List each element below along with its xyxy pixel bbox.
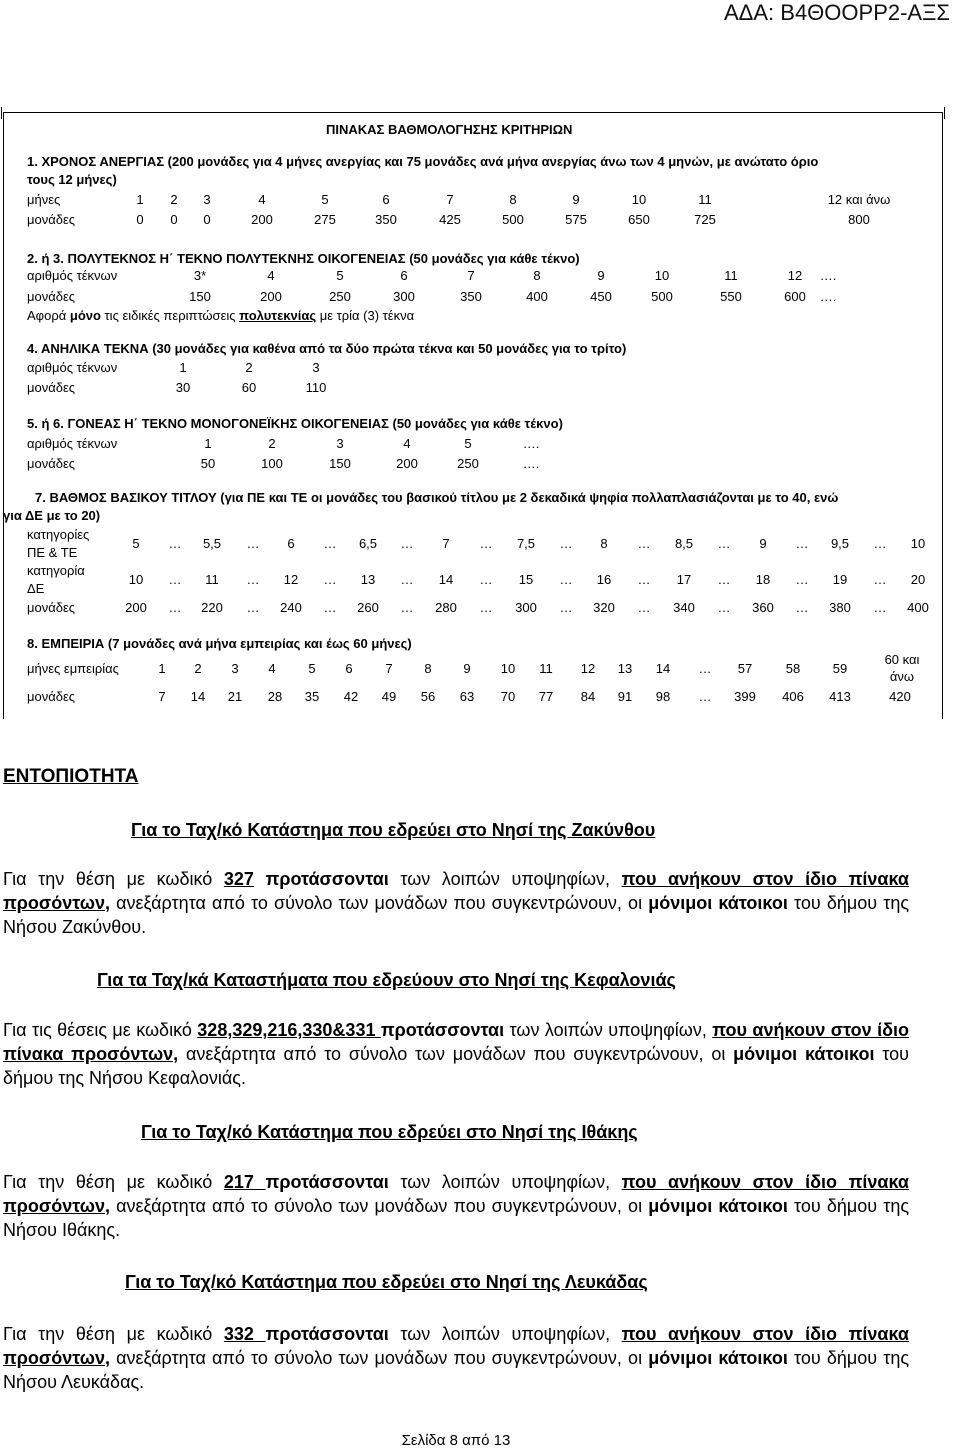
s8-months-label: μήνες εμπειρίας bbox=[27, 661, 119, 676]
s56-points-cell: 250 bbox=[457, 456, 479, 471]
s7-points-cell: … bbox=[873, 600, 887, 615]
s7-heading: 7. ΒΑΘΜΟΣ ΒΑΣΙΚΟΥ ΤΙΤΛΟΥ (για ΠΕ και ΤΕ οι μονάδες του βασικού τίτλου με 2 δεκαδικά ψηφία πολλαπλασιάζονται με το 40, ενώ bbox=[35, 490, 839, 505]
ada-code: ΑΔΑ: Β4ΘΟΟΡΡ2-ΑΞΣ bbox=[724, 0, 950, 25]
s7-pe-te-cell: 7,5 bbox=[516, 536, 536, 551]
s23-points-cell: 400 bbox=[526, 289, 548, 304]
s7-points-cell: 360 bbox=[752, 600, 774, 615]
s7-points-cell: 380 bbox=[829, 600, 851, 615]
s56-points-cell: 150 bbox=[329, 456, 351, 471]
s8-months-cell: 2 bbox=[194, 661, 202, 676]
s7-pe-te-label: κατηγορίες bbox=[27, 527, 90, 542]
s7-points-cell: … bbox=[637, 600, 651, 615]
s23-points-cell: 550 bbox=[720, 289, 742, 304]
s8-months-cell: 58 bbox=[785, 661, 801, 676]
s7-points-cell: 320 bbox=[593, 600, 615, 615]
s56-children-cell: …. bbox=[522, 436, 540, 451]
s23-points-cell: 150 bbox=[189, 289, 211, 304]
zakynthos-heading: Για το Ταχ/κό Κατάστημα που εδρεύει στο Νησί της Ζακύνθου bbox=[131, 820, 656, 840]
s8-points-cell: 14 bbox=[190, 689, 206, 704]
s7-pe-te-cell: … bbox=[479, 536, 493, 551]
s8-points-cell: 28 bbox=[267, 689, 283, 704]
s56-points-cell: 200 bbox=[396, 456, 418, 471]
s23-heading: 2. ή 3. ΠΟΛΥΤΕΚΝΟΣ Η΄ ΤΕΚΝΟ ΠΟΛΥΤΕΚΝΗΣ ΟΙΚΟΓΕΝΕΙΑΣ (50 μονάδες για κάθε τέκνο) bbox=[27, 251, 580, 266]
s7-points-cell: 300 bbox=[515, 600, 537, 615]
s1-months-cell: 2 bbox=[170, 192, 178, 207]
s23-points-cell: 450 bbox=[590, 289, 612, 304]
s7-pe-te-cell: 5,5 bbox=[202, 536, 222, 551]
s56-children-cell: 1 bbox=[204, 436, 212, 451]
s8-points-cell: 35 bbox=[304, 689, 320, 704]
s7-pe-te-cell: 5 bbox=[132, 536, 140, 551]
s23-children-cell: 3* bbox=[193, 268, 207, 283]
s7-de-cell: 19 bbox=[832, 572, 848, 587]
s8-points-cell: … bbox=[698, 689, 712, 704]
box-corner-mark bbox=[3, 709, 4, 719]
s1-months-cell: 10 bbox=[631, 192, 647, 207]
box-corner-mark bbox=[944, 107, 945, 119]
s7-pe-te-cell: 8 bbox=[600, 536, 608, 551]
s8-points-cell: 7 bbox=[158, 689, 166, 704]
s23-children-cell: 4 bbox=[267, 268, 275, 283]
s23-children-cell: 7 bbox=[467, 268, 475, 283]
s7-heading-cont: για ΔΕ με το 20) bbox=[3, 508, 101, 523]
s1-months-cell: 4 bbox=[258, 192, 266, 207]
s23-children-cell: 5 bbox=[336, 268, 344, 283]
s7-points-cell: … bbox=[479, 600, 493, 615]
s23-points-cell: 500 bbox=[651, 289, 673, 304]
s7-de-cell: 13 bbox=[360, 572, 376, 587]
table-title: ΠΙΝΑΚΑΣ ΒΑΘΜΟΛΟΓΗΣΗΣ ΚΡΙΤΗΡΙΩΝ bbox=[326, 122, 573, 137]
s1-months-cell: 6 bbox=[382, 192, 390, 207]
s23-points-cell: 600 bbox=[784, 289, 806, 304]
kefalonia-heading: Για τα Ταχ/κά Καταστήματα που εδρεύουν στο Νησί της Κεφαλονιάς bbox=[97, 970, 676, 990]
s4-points-label: μονάδες bbox=[27, 380, 76, 395]
s7-points-cell: 240 bbox=[280, 600, 302, 615]
s56-children-cell: 4 bbox=[403, 436, 411, 451]
s7-de-cell: … bbox=[717, 572, 731, 587]
s8-months-cell: 6 bbox=[345, 661, 353, 676]
ithaca-paragraph: Για την θέση με κωδικό 217 προτάσσονται των λοιπών υποψηφίων, που ανήκουν στον ίδιο πίνακα προσόντων, ανεξάρτητα από το σύνολο των μονάδων που συγκεντρώνουν, οι μόνιμοι κάτοικοι του δήμου της Νήσου Ιθάκης. bbox=[3, 1172, 910, 1240]
s8-months-cell: 57 bbox=[737, 661, 753, 676]
s56-heading: 5. ή 6. ΓΟΝΕΑΣ Η΄ ΤΕΚΝΟ ΜΟΝΟΓΟΝΕΪΚΗΣ ΟΙΚΟΓΕΝΕΙΑΣ (50 μονάδες για κάθε τέκνο) bbox=[27, 416, 563, 431]
s7-pe-te-cell: … bbox=[168, 536, 182, 551]
s7-pe-te-cell: 8,5 bbox=[674, 536, 694, 551]
s7-de-cell: … bbox=[479, 572, 493, 587]
s8-months-cell: 9 bbox=[463, 661, 471, 676]
s7-pe-te-cell: … bbox=[559, 536, 573, 551]
s7-pe-te-cell: … bbox=[323, 536, 337, 551]
s1-points-cell: 500 bbox=[502, 212, 524, 227]
s56-children-cell: 3 bbox=[336, 436, 344, 451]
s8-months-cell: 3 bbox=[231, 661, 239, 676]
s8-points-label: μονάδες bbox=[27, 689, 76, 704]
s7-points-cell: 340 bbox=[673, 600, 695, 615]
s7-de-cell: … bbox=[795, 572, 809, 587]
s23-points-cell: …. bbox=[819, 289, 837, 304]
s56-points-cell: 50 bbox=[200, 456, 216, 471]
s7-pe-te-cell: 6 bbox=[287, 536, 295, 551]
s8-points-cell: 91 bbox=[617, 689, 633, 704]
s7-de-cell: 14 bbox=[438, 572, 454, 587]
s4-points-cell: 30 bbox=[175, 380, 191, 395]
s8-points-cell: 84 bbox=[580, 689, 596, 704]
s7-points-cell: … bbox=[323, 600, 337, 615]
s1-points-cell: 0 bbox=[136, 212, 144, 227]
s4-children-label: αριθμός τέκνων bbox=[27, 360, 118, 375]
s7-de-label: κατηγορία bbox=[27, 563, 85, 578]
s8-months-cell: 11 bbox=[539, 661, 553, 676]
s8-months-cell: 13 bbox=[617, 661, 633, 676]
s1-months-cell: 5 bbox=[321, 192, 329, 207]
s1-months-label: μήνες bbox=[27, 192, 61, 207]
s7-points-label: μονάδες bbox=[27, 600, 76, 615]
s7-de-cell: … bbox=[400, 572, 414, 587]
s7-pe-te-cell: … bbox=[400, 536, 414, 551]
s1-months-cell: 11 bbox=[698, 192, 712, 207]
s7-points-cell: … bbox=[795, 600, 809, 615]
s7-de-cell: … bbox=[559, 572, 573, 587]
s4-points-cell: 60 bbox=[241, 380, 257, 395]
s7-pe-te-label: ΠΕ & ΤΕ bbox=[27, 545, 78, 560]
s1-points-cell: 0 bbox=[203, 212, 211, 227]
kefalonia-paragraph: Για τις θέσεις με κωδικό 328,329,216,330&331 προτάσσονται των λοιπών υποψηφίων, που ανήκουν στον ίδιο πίνακα προσόντων, ανεξάρτητα από το σύνολο των μονάδων που συγκεντρώνουν, οι μόνιμοι κάτοικοι του δήμου της Νήσου Κεφαλονιάς. bbox=[3, 1020, 909, 1088]
s1-points-label: μονάδες bbox=[27, 212, 76, 227]
lefkada-paragraph: Για την θέση με κωδικό 332 προτάσσονται των λοιπών υποψηφίων, που ανήκουν στον ίδιο πίνακα προσόντων, ανεξάρτητα από το σύνολο των μονάδων που συγκεντρώνουν, οι μόνιμοι κάτοικοι του δήμου της Νήσου Λευκάδας. bbox=[3, 1324, 910, 1392]
s7-de-cell: … bbox=[873, 572, 887, 587]
s23-children-cell: 9 bbox=[597, 268, 605, 283]
s1-points-cell: 800 bbox=[848, 212, 870, 227]
s7-points-cell: 400 bbox=[907, 600, 929, 615]
s8-heading: 8. ΕΜΠΕΙΡΙΑ (7 μονάδες ανά μήνα εμπειρίας και έως 60 μήνες) bbox=[27, 636, 412, 651]
s7-pe-te-cell: … bbox=[795, 536, 809, 551]
s8-months-cell: 10 bbox=[500, 661, 516, 676]
s7-de-cell: 15 bbox=[518, 572, 534, 587]
s7-de-cell: 12 bbox=[283, 572, 299, 587]
s1-points-cell: 200 bbox=[251, 212, 273, 227]
s23-points-cell: 300 bbox=[393, 289, 415, 304]
s1-points-cell: 725 bbox=[694, 212, 716, 227]
s8-months-cell: 5 bbox=[308, 661, 316, 676]
s1-points-cell: 575 bbox=[565, 212, 587, 227]
s7-de-cell: 16 bbox=[596, 572, 612, 587]
s56-points-cell: 100 bbox=[261, 456, 283, 471]
s7-points-cell: … bbox=[717, 600, 731, 615]
s1-heading-cont: τους 12 μήνες) bbox=[27, 172, 117, 187]
s7-points-cell: … bbox=[400, 600, 414, 615]
s23-points-cell: 250 bbox=[329, 289, 351, 304]
s4-heading: 4. ΑΝΗΛΙΚΑ ΤΕΚΝΑ (30 μονάδες για καθένα από τα δύο πρώτα τέκνα και 50 μονάδες για το τρίτο) bbox=[27, 341, 627, 356]
s8-points-cell: 406 bbox=[782, 689, 804, 704]
s7-pe-te-cell: 9 bbox=[759, 536, 767, 551]
s7-de-cell: 20 bbox=[910, 572, 926, 587]
s8-months-cell: 8 bbox=[424, 661, 432, 676]
s7-points-cell: … bbox=[559, 600, 573, 615]
s8-months-cell: 1 bbox=[158, 661, 166, 676]
s56-children-label: αριθμός τέκνων bbox=[27, 436, 118, 451]
s8-points-cell: 420 bbox=[889, 689, 911, 704]
s7-de-cell: … bbox=[168, 572, 182, 587]
s23-children-cell: 6 bbox=[400, 268, 408, 283]
s7-points-cell: 200 bbox=[125, 600, 147, 615]
s23-note: Αφορά μόνο τις ειδικές περιπτώσεις πολυτεκνίας με τρία (3) τέκνα bbox=[27, 308, 415, 323]
s4-children-cell: 2 bbox=[245, 360, 253, 375]
s7-points-cell: … bbox=[168, 600, 182, 615]
s7-pe-te-cell: 9,5 bbox=[830, 536, 850, 551]
s7-points-cell: 260 bbox=[357, 600, 379, 615]
s7-de-cell: … bbox=[246, 572, 260, 587]
s56-children-cell: 2 bbox=[268, 436, 276, 451]
s8-months-cell: 4 bbox=[268, 661, 276, 676]
s7-de-label: ΔΕ bbox=[27, 581, 45, 596]
s1-months-cell: 1 bbox=[136, 192, 144, 207]
s7-de-cell: … bbox=[637, 572, 651, 587]
s1-months-cell: 9 bbox=[572, 192, 580, 207]
s1-months-cell: 8 bbox=[509, 192, 517, 207]
locality-title: ΕΝΤΟΠΙΟΤΗΤΑ bbox=[3, 766, 139, 787]
s8-months-cell: άνω bbox=[889, 669, 915, 684]
s7-pe-te-cell: 6,5 bbox=[358, 536, 378, 551]
s23-children-cell: 11 bbox=[724, 268, 738, 283]
s4-points-cell: 110 bbox=[305, 380, 327, 395]
s8-points-cell: 42 bbox=[343, 689, 359, 704]
s23-children-cell: 12 bbox=[787, 268, 803, 283]
s8-points-cell: 77 bbox=[538, 689, 554, 704]
s8-months-cell: 60 και bbox=[884, 652, 920, 667]
s1-points-cell: 425 bbox=[439, 212, 461, 227]
s8-months-cell: 12 bbox=[580, 661, 596, 676]
s7-points-cell: … bbox=[246, 600, 260, 615]
s1-heading: 1. ΧΡΟΝΟΣ ΑΝΕΡΓΙΑΣ (200 μονάδες για 4 μήνες ανεργίας και 75 μονάδες ανά μήνα ανεργίας άνω των 4 μηνών, με ανώτατο όριο bbox=[27, 154, 819, 169]
s7-pe-te-cell: 7 bbox=[442, 536, 450, 551]
page-number: Σελίδα 8 από 13 bbox=[401, 1432, 511, 1449]
s8-months-cell: 59 bbox=[832, 661, 848, 676]
s7-pe-te-cell: … bbox=[246, 536, 260, 551]
s8-months-cell: 7 bbox=[385, 661, 393, 676]
s7-pe-te-cell: 10 bbox=[910, 536, 926, 551]
s8-points-cell: 49 bbox=[381, 689, 397, 704]
s8-points-cell: 70 bbox=[500, 689, 516, 704]
s8-months-cell: … bbox=[698, 661, 712, 676]
s23-points-cell: 350 bbox=[460, 289, 482, 304]
zakynthos-paragraph: Για την θέση με κωδικό 327 προτάσσονται των λοιπών υποψηφίων, που ανήκουν στον ίδιο πίνακα προσόντων, ανεξάρτητα από το σύνολο των μονάδων που συγκεντρώνουν, οι μόνιμοι κάτοικοι του δήμου της Νήσου Ζακύνθου. bbox=[3, 869, 910, 937]
s23-children-cell: 10 bbox=[654, 268, 670, 283]
s1-points-cell: 275 bbox=[314, 212, 336, 227]
lefkada-heading: Για το Ταχ/κό Κατάστημα που εδρεύει στο Νησί της Λευκάδας bbox=[125, 1272, 648, 1292]
s1-months-cell: 12 και άνω bbox=[827, 192, 891, 207]
s23-children-cell: 8 bbox=[533, 268, 541, 283]
s56-points-label: μονάδες bbox=[27, 456, 76, 471]
s23-children-label: αριθμός τέκνων bbox=[27, 268, 118, 283]
s7-de-cell: 11 bbox=[205, 572, 219, 587]
s23-points-label: μονάδες bbox=[27, 289, 76, 304]
s7-de-cell: 18 bbox=[755, 572, 771, 587]
s7-points-cell: 220 bbox=[201, 600, 223, 615]
s7-points-cell: 280 bbox=[435, 600, 457, 615]
s4-children-cell: 3 bbox=[312, 360, 320, 375]
s7-pe-te-cell: … bbox=[873, 536, 887, 551]
box-corner-mark bbox=[1, 107, 2, 119]
s8-points-cell: 98 bbox=[655, 689, 671, 704]
s7-pe-te-cell: … bbox=[717, 536, 731, 551]
s8-points-cell: 63 bbox=[459, 689, 475, 704]
s7-de-cell: 10 bbox=[128, 572, 144, 587]
s8-points-cell: 413 bbox=[829, 689, 851, 704]
s56-points-cell: …. bbox=[522, 456, 540, 471]
s23-children-cell: …. bbox=[819, 268, 837, 283]
ithaca-heading: Για το Ταχ/κό Κατάστημα που εδρεύει στο Νησί της Ιθάκης bbox=[141, 1122, 638, 1142]
s8-points-cell: 56 bbox=[420, 689, 436, 704]
s1-points-cell: 650 bbox=[628, 212, 650, 227]
s1-points-cell: 350 bbox=[375, 212, 397, 227]
s8-points-cell: 399 bbox=[734, 689, 756, 704]
s7-de-cell: 17 bbox=[676, 572, 692, 587]
s23-points-cell: 200 bbox=[260, 289, 282, 304]
s1-months-cell: 3 bbox=[203, 192, 211, 207]
s7-pe-te-cell: … bbox=[637, 536, 651, 551]
s8-months-cell: 14 bbox=[655, 661, 671, 676]
s7-de-cell: … bbox=[323, 572, 337, 587]
box-corner-mark bbox=[942, 709, 943, 719]
s56-children-cell: 5 bbox=[464, 436, 472, 451]
s1-months-cell: 7 bbox=[446, 192, 454, 207]
s1-points-cell: 0 bbox=[170, 212, 178, 227]
s8-points-cell: 21 bbox=[227, 689, 243, 704]
s4-children-cell: 1 bbox=[179, 360, 187, 375]
